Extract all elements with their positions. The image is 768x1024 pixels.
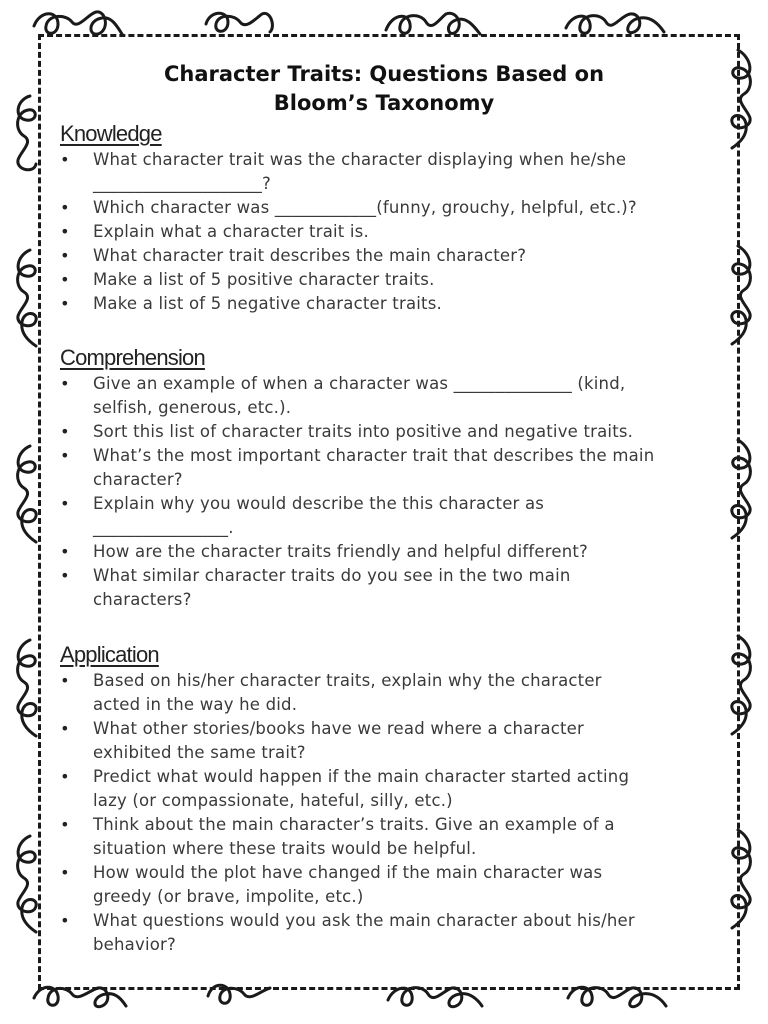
question-text: Explain why you would describe the this character as ________________. (93, 494, 545, 537)
list-item (60, 564, 720, 612)
bullet-icon: • (60, 222, 70, 241)
section-heading-knowledge: Knowledge (60, 121, 162, 146)
bullet-icon: • (60, 246, 70, 265)
list-item (60, 444, 720, 492)
page-title (100, 60, 668, 118)
question-text: What character trait was the character displaying when he/she ____________________? (93, 150, 627, 193)
list-item (60, 420, 720, 444)
list-item (60, 717, 720, 765)
bullet-icon: • (60, 542, 70, 561)
question-text: Think about the main character’s traits. Give an example of a situation where these traits would be helpful. (93, 815, 615, 858)
list-item (60, 909, 720, 957)
list-item (60, 372, 720, 420)
title-line-1: Character Traits: Questions Based on (163, 62, 605, 86)
question-text: Sort this list of character traits into positive and negative traits. (93, 422, 634, 441)
list-item (60, 292, 720, 316)
section-knowledge (60, 122, 720, 316)
list-item (60, 268, 720, 292)
bullet-icon: • (60, 566, 70, 585)
bullet-icon: • (60, 815, 70, 834)
list-item (60, 148, 720, 196)
bullet-icon: • (60, 911, 70, 930)
section-heading-application: Application (60, 642, 159, 667)
question-text: What other stories/books have we read where a character exhibited the same trait? (93, 719, 585, 762)
bullet-icon: • (60, 198, 70, 217)
bullet-icon: • (60, 422, 70, 441)
question-list (60, 372, 720, 612)
list-item (60, 244, 720, 268)
section-application (60, 643, 720, 957)
question-text: Predict what would happen if the main character started acting lazy (or compassionate, hateful, silly, etc.) (93, 767, 630, 810)
bullet-icon: • (60, 671, 70, 690)
question-text: Based on his/her character traits, explain why the character acted in the way he did. (93, 671, 602, 714)
section-heading-comprehension: Comprehension (60, 345, 205, 370)
bullet-icon: • (60, 294, 70, 313)
bullet-icon: • (60, 446, 70, 465)
question-text: What questions would you ask the main character about his/her behavior? (93, 911, 635, 954)
bullet-icon: • (60, 270, 70, 289)
list-item (60, 669, 720, 717)
section-comprehension (60, 346, 720, 612)
question-text: Give an example of when a character was ______________ (kind, selfish, generous, etc.). (93, 374, 626, 417)
list-item (60, 196, 720, 220)
list-item (60, 492, 720, 540)
bullet-icon: • (60, 494, 70, 513)
question-text: How would the plot have changed if the main character was greedy (or brave, impolite, etc.) (93, 863, 603, 906)
question-text: Make a list of 5 positive character traits. (93, 270, 435, 289)
title-line-2: Bloom’s Taxonomy (273, 91, 495, 115)
bullet-icon: • (60, 374, 70, 393)
list-item (60, 220, 720, 244)
bullet-icon: • (60, 863, 70, 882)
bullet-icon: • (60, 719, 70, 738)
question-text: What’s the most important character trait that describes the main character? (93, 446, 655, 489)
question-text: What similar character traits do you see in the two main characters? (93, 566, 571, 609)
question-text: Explain what a character trait is. (93, 222, 369, 241)
question-list (60, 148, 720, 316)
list-item (60, 813, 720, 861)
question-text: What character trait describes the main character? (93, 246, 527, 265)
bullet-icon: • (60, 767, 70, 786)
question-text: Make a list of 5 negative character traits. (93, 294, 442, 313)
question-text: Which character was ____________(funny, grouchy, helpful, etc.)? (93, 198, 637, 217)
list-item (60, 861, 720, 909)
list-item (60, 765, 720, 813)
question-text: How are the character traits friendly and helpful different? (93, 542, 588, 561)
list-item (60, 540, 720, 564)
bullet-icon: • (60, 150, 70, 169)
question-list (60, 669, 720, 957)
